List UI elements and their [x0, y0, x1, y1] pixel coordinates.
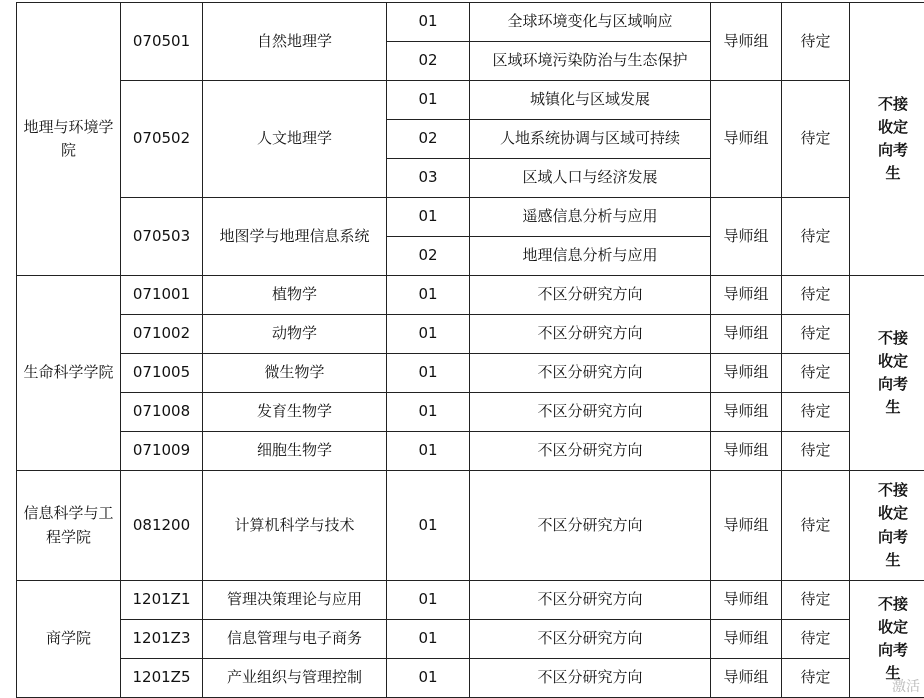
direction-name: 全球环境变化与区域响应: [470, 3, 711, 42]
direction-no: 01: [387, 198, 470, 237]
major-name: 人文地理学: [203, 81, 387, 198]
direction-name: 不区分研究方向: [470, 276, 711, 315]
major-code: 1201Z3: [121, 620, 203, 659]
advisor-cell: 导师组: [711, 581, 782, 620]
quota-cell: 待定: [782, 276, 850, 315]
direction-no: 03: [387, 159, 470, 198]
note-cell: [850, 471, 924, 581]
advisor-cell: 导师组: [711, 276, 782, 315]
direction-name: 不区分研究方向: [470, 581, 711, 620]
direction-no: 01: [387, 276, 470, 315]
quota-cell: 待定: [782, 81, 850, 198]
note-cell: [850, 276, 924, 471]
direction-name: 人地系统协调与区域可持续: [470, 120, 711, 159]
advisor-cell: 导师组: [711, 3, 782, 81]
major-name: 植物学: [203, 276, 387, 315]
college-cell: 地理与环境学院: [17, 3, 121, 276]
major-code: 071008: [121, 393, 203, 432]
advisor-cell: 导师组: [711, 432, 782, 471]
quota-cell: 待定: [782, 315, 850, 354]
major-name: 管理决策理论与应用: [203, 581, 387, 620]
advisor-cell: 导师组: [711, 471, 782, 581]
direction-no: 02: [387, 42, 470, 81]
major-name: 细胞生物学: [203, 432, 387, 471]
direction-name: 不区分研究方向: [470, 315, 711, 354]
major-name: 信息管理与电子商务: [203, 620, 387, 659]
direction-name: 不区分研究方向: [470, 393, 711, 432]
note-text: 不接收定向考生: [877, 594, 908, 683]
advisor-cell: 导师组: [711, 620, 782, 659]
watermark: 激活: [892, 679, 920, 695]
direction-no: 02: [387, 120, 470, 159]
note-text: 不接收定向考生: [877, 328, 908, 417]
note-text: 不接收定向考生: [877, 481, 908, 569]
direction-name: 区域环境污染防治与生态保护: [470, 42, 711, 81]
direction-no: 01: [387, 620, 470, 659]
advisor-cell: 导师组: [711, 315, 782, 354]
direction-no: 01: [387, 81, 470, 120]
direction-no: 02: [387, 237, 470, 276]
direction-no: 01: [387, 659, 470, 698]
quota-cell: 待定: [782, 581, 850, 620]
quota-cell: 待定: [782, 3, 850, 81]
advisor-cell: 导师组: [711, 393, 782, 432]
quota-cell: 待定: [782, 471, 850, 581]
direction-name: 不区分研究方向: [470, 471, 711, 581]
advisor-cell: 导师组: [711, 354, 782, 393]
major-name: 发育生物学: [203, 393, 387, 432]
major-name: 产业组织与管理控制: [203, 659, 387, 698]
note-text: 不接收定向考生: [877, 94, 908, 183]
college-cell: 商学院: [17, 581, 121, 698]
advisor-cell: 导师组: [711, 198, 782, 276]
major-code: 071009: [121, 432, 203, 471]
major-code: 071005: [121, 354, 203, 393]
direction-name: 地理信息分析与应用: [470, 237, 711, 276]
major-code: 081200: [121, 471, 203, 581]
direction-name: 城镇化与区域发展: [470, 81, 711, 120]
direction-name: 不区分研究方向: [470, 620, 711, 659]
quota-cell: 待定: [782, 432, 850, 471]
note-cell: [850, 581, 924, 698]
direction-name: 不区分研究方向: [470, 432, 711, 471]
direction-no: 01: [387, 3, 470, 42]
quota-cell: 待定: [782, 659, 850, 698]
college-cell: 生命科学学院: [17, 276, 121, 471]
direction-no: 01: [387, 581, 470, 620]
quota-cell: 待定: [782, 198, 850, 276]
major-code: 1201Z5: [121, 659, 203, 698]
direction-name: 不区分研究方向: [470, 659, 711, 698]
major-code: 071002: [121, 315, 203, 354]
quota-cell: 待定: [782, 620, 850, 659]
major-name: 自然地理学: [203, 3, 387, 81]
college-cell: 信息科学与工程学院: [17, 471, 121, 581]
direction-name: 区域人口与经济发展: [470, 159, 711, 198]
admissions-table: [16, 2, 924, 698]
major-name: 地图学与地理信息系统: [203, 198, 387, 276]
note-cell: [850, 3, 924, 276]
direction-no: 01: [387, 432, 470, 471]
advisor-cell: 导师组: [711, 81, 782, 198]
direction-name: 不区分研究方向: [470, 354, 711, 393]
quota-cell: 待定: [782, 393, 850, 432]
direction-no: 01: [387, 315, 470, 354]
major-code: 070502: [121, 81, 203, 198]
major-name: 微生物学: [203, 354, 387, 393]
direction-name: 遥感信息分析与应用: [470, 198, 711, 237]
direction-no: 01: [387, 393, 470, 432]
major-code: 070503: [121, 198, 203, 276]
direction-no: 01: [387, 471, 470, 581]
major-name: 计算机科学与技术: [203, 471, 387, 581]
direction-no: 01: [387, 354, 470, 393]
advisor-cell: 导师组: [711, 659, 782, 698]
major-code: 071001: [121, 276, 203, 315]
major-code: 1201Z1: [121, 581, 203, 620]
major-code: 070501: [121, 3, 203, 81]
major-name: 动物学: [203, 315, 387, 354]
quota-cell: 待定: [782, 354, 850, 393]
